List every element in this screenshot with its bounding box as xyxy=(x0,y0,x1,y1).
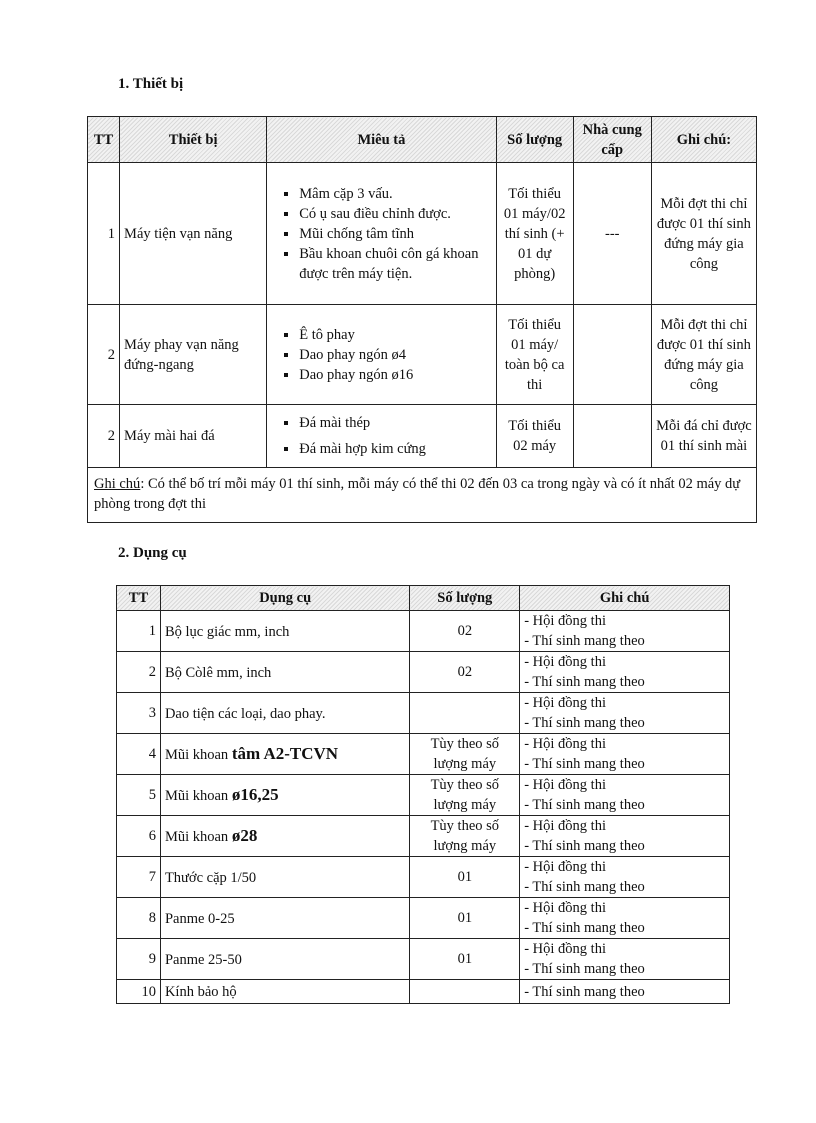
tools-note xyxy=(520,734,730,775)
tools-tt: 3 xyxy=(117,693,161,734)
section1-title: 1. Thiết bị xyxy=(118,76,184,92)
tools-name-spec: ø16,25 xyxy=(231,784,279,804)
tools-qty xyxy=(410,980,520,1004)
tools-name xyxy=(160,611,409,652)
tools-name-text: Kính bảo hộ xyxy=(164,984,237,1000)
tools-note-line: - Thí sinh mang theo xyxy=(524,961,645,977)
tools-name xyxy=(160,734,409,775)
equipment-header-row xyxy=(88,117,757,163)
tools-name-text: Mũi khoan xyxy=(164,828,232,845)
equipment-desc-item: ▪ Bầu khoan chuôi côn gá khoan được trên máy tiện. xyxy=(299,244,491,284)
footnote-label: Ghi chú xyxy=(94,476,141,492)
tools-name-text: Bộ Còlê mm, inch xyxy=(164,664,272,681)
equipment-header-note: Ghi chú: xyxy=(651,117,756,163)
tools-qty: 01 xyxy=(410,939,520,980)
tools-tt: 4 xyxy=(117,734,161,775)
tools-qty: 02 xyxy=(410,652,520,693)
tools-note xyxy=(520,980,730,1004)
equipment-desc-item: ▪ Đá mài thép xyxy=(299,413,491,433)
tools-header-note: Ghi chú xyxy=(520,586,730,611)
tools-table xyxy=(116,585,730,1004)
equipment-desc xyxy=(267,405,496,468)
tools-row xyxy=(117,611,730,652)
tools-note-line: - Thí sinh mang theo xyxy=(524,838,645,854)
equipment-desc-item: ▪ Mũi chống tâm tĩnh xyxy=(299,224,491,244)
tools-note xyxy=(520,693,730,734)
equipment-supplier: --- xyxy=(573,163,651,305)
equipment-header-desc: Miêu tả xyxy=(267,117,496,163)
equipment-tt: 1 xyxy=(88,163,120,305)
tools-tt: 8 xyxy=(117,898,161,939)
tools-name-text: Mũi khoan xyxy=(164,746,232,763)
equipment-desc-item: ▪ Dao phay ngón ø16 xyxy=(299,365,491,385)
equipment-qty: Tối thiểu 01 máy/02 thí sinh (+ 01 dự phòng) xyxy=(496,163,573,305)
tools-note-line: - Thí sinh mang theo xyxy=(524,879,645,895)
tools-note-line: - Thí sinh mang theo xyxy=(524,674,645,690)
equipment-tt: 2 xyxy=(88,305,120,405)
tools-tt: 10 xyxy=(117,980,161,1004)
equipment-desc-item: ▪ Ê tô phay xyxy=(299,325,491,345)
tools-note-line: - Thí sinh mang theo xyxy=(524,715,645,731)
tools-note-line: - Hội đồng thi xyxy=(524,654,606,670)
equipment-device: Máy mài hai đá xyxy=(120,405,267,468)
tools-note xyxy=(520,939,730,980)
tools-name xyxy=(160,816,409,857)
tools-name-text: Mũi khoan xyxy=(164,787,232,804)
tools-note xyxy=(520,775,730,816)
tools-name xyxy=(160,857,409,898)
tools-note-line: - Hội đồng thi xyxy=(524,777,606,793)
equipment-note: Mỗi đợt thi chỉ được 01 thí sinh đứng máy gia công xyxy=(651,163,756,305)
equipment-desc-item: ▪ Đá mài hợp kim cứng xyxy=(299,439,491,459)
equipment-supplier xyxy=(573,305,651,405)
tools-qty: Tùy theo số lượng máy xyxy=(410,734,520,775)
tools-header-tt: TT xyxy=(117,586,161,611)
tools-name-text: Dao tiện các loại, dao phay. xyxy=(164,705,326,722)
tools-row xyxy=(117,816,730,857)
tools-tt: 5 xyxy=(117,775,161,816)
tools-note xyxy=(520,652,730,693)
tools-note xyxy=(520,857,730,898)
tools-note-line: - Thí sinh mang theo xyxy=(524,756,645,772)
tools-note-line: - Thí sinh mang theo xyxy=(524,983,645,1000)
equipment-note: Mỗi đợt thi chỉ được 01 thí sinh đứng máy gia công xyxy=(651,305,756,405)
tools-name xyxy=(160,775,409,816)
equipment-tt: 2 xyxy=(88,405,120,468)
equipment-desc-item: ▪ Dao phay ngón ø4 xyxy=(299,345,491,365)
tools-name-text: Thước cặp 1/50 xyxy=(164,869,257,886)
tools-header-qty: Số lượng xyxy=(410,586,520,611)
tools-qty xyxy=(410,693,520,734)
equipment-desc-item: ▪ Mâm cặp 3 vấu. xyxy=(299,184,491,204)
tools-name-text: Panme 0-25 xyxy=(164,910,235,927)
equipment-qty: Tối thiểu 01 máy/ toàn bộ ca thi xyxy=(496,305,573,405)
tools-note-line: - Hội đồng thi xyxy=(524,859,606,875)
tools-name-spec: tâm A2-TCVN xyxy=(231,743,339,763)
tools-name-text: Bộ lục giác mm, inch xyxy=(164,623,290,640)
equipment-device: Máy tiện vạn năng xyxy=(120,163,267,305)
tools-row xyxy=(117,693,730,734)
tools-qty: 02 xyxy=(410,611,520,652)
tools-tt: 2 xyxy=(117,652,161,693)
equipment-row xyxy=(88,305,757,405)
tools-header-tool: Dụng cụ xyxy=(160,586,409,611)
tools-row xyxy=(117,898,730,939)
equipment-header-qty: Số lượng xyxy=(496,117,573,163)
tools-row xyxy=(117,775,730,816)
tools-note xyxy=(520,816,730,857)
tools-name xyxy=(160,898,409,939)
tools-note-line: - Hội đồng thi xyxy=(524,941,606,957)
tools-note-line: - Hội đồng thi xyxy=(524,818,606,834)
tools-qty: Tùy theo số lượng máy xyxy=(410,775,520,816)
equipment-desc xyxy=(267,163,496,305)
equipment-footnote-row xyxy=(88,468,757,523)
equipment-header-tt: TT xyxy=(88,117,120,163)
tools-row xyxy=(117,939,730,980)
tools-note-line: - Hội đồng thi xyxy=(524,613,606,629)
equipment-row xyxy=(88,405,757,468)
equipment-footnote xyxy=(88,468,757,523)
tools-note-line: - Hội đồng thi xyxy=(524,736,606,752)
tools-name xyxy=(160,693,409,734)
equipment-header-supplier: Nhà cung cấp xyxy=(573,117,651,163)
tools-note-line: - Thí sinh mang theo xyxy=(524,920,645,936)
tools-tt: 1 xyxy=(117,611,161,652)
tools-row xyxy=(117,734,730,775)
equipment-header-device: Thiết bị xyxy=(120,117,267,163)
tools-name-text: Panme 25-50 xyxy=(164,951,242,968)
equipment-row xyxy=(88,163,757,305)
equipment-qty: Tối thiểu 02 máy xyxy=(496,405,573,468)
tools-name xyxy=(160,980,409,1004)
tools-note-line: - Thí sinh mang theo xyxy=(524,633,645,649)
tools-header-row xyxy=(117,586,730,611)
tools-tt: 9 xyxy=(117,939,161,980)
tools-note xyxy=(520,898,730,939)
equipment-table xyxy=(87,116,757,523)
equipment-note: Mỗi đá chỉ được 01 thí sinh mài xyxy=(651,405,756,468)
tools-name-spec: ø28 xyxy=(231,825,258,845)
tools-qty: 01 xyxy=(410,857,520,898)
tools-tt: 6 xyxy=(117,816,161,857)
equipment-desc-item: ▪ Có ụ sau điều chỉnh được. xyxy=(299,204,491,224)
tools-row xyxy=(117,652,730,693)
footnote-text: : Có thể bố trí mỗi máy 01 thí sinh, mỗi máy có thể thi 02 đến 03 ca trong ngày và có ít nhất 02 máy dự phòng trong đợt thi xyxy=(94,476,741,512)
equipment-device: Máy phay vạn năng đứng-ngang xyxy=(120,305,267,405)
tools-note-line: - Hội đồng thi xyxy=(524,695,606,711)
tools-note-line: - Thí sinh mang theo xyxy=(524,797,645,813)
section2-title: 2. Dụng cụ xyxy=(118,545,187,561)
equipment-desc xyxy=(267,305,496,405)
tools-row xyxy=(117,980,730,1004)
tools-name xyxy=(160,652,409,693)
tools-row xyxy=(117,857,730,898)
equipment-supplier xyxy=(573,405,651,468)
tools-note-line: - Hội đồng thi xyxy=(524,900,606,916)
tools-tt: 7 xyxy=(117,857,161,898)
tools-qty: 01 xyxy=(410,898,520,939)
tools-qty: Tùy theo số lượng máy xyxy=(410,816,520,857)
tools-note xyxy=(520,611,730,652)
tools-name xyxy=(160,939,409,980)
